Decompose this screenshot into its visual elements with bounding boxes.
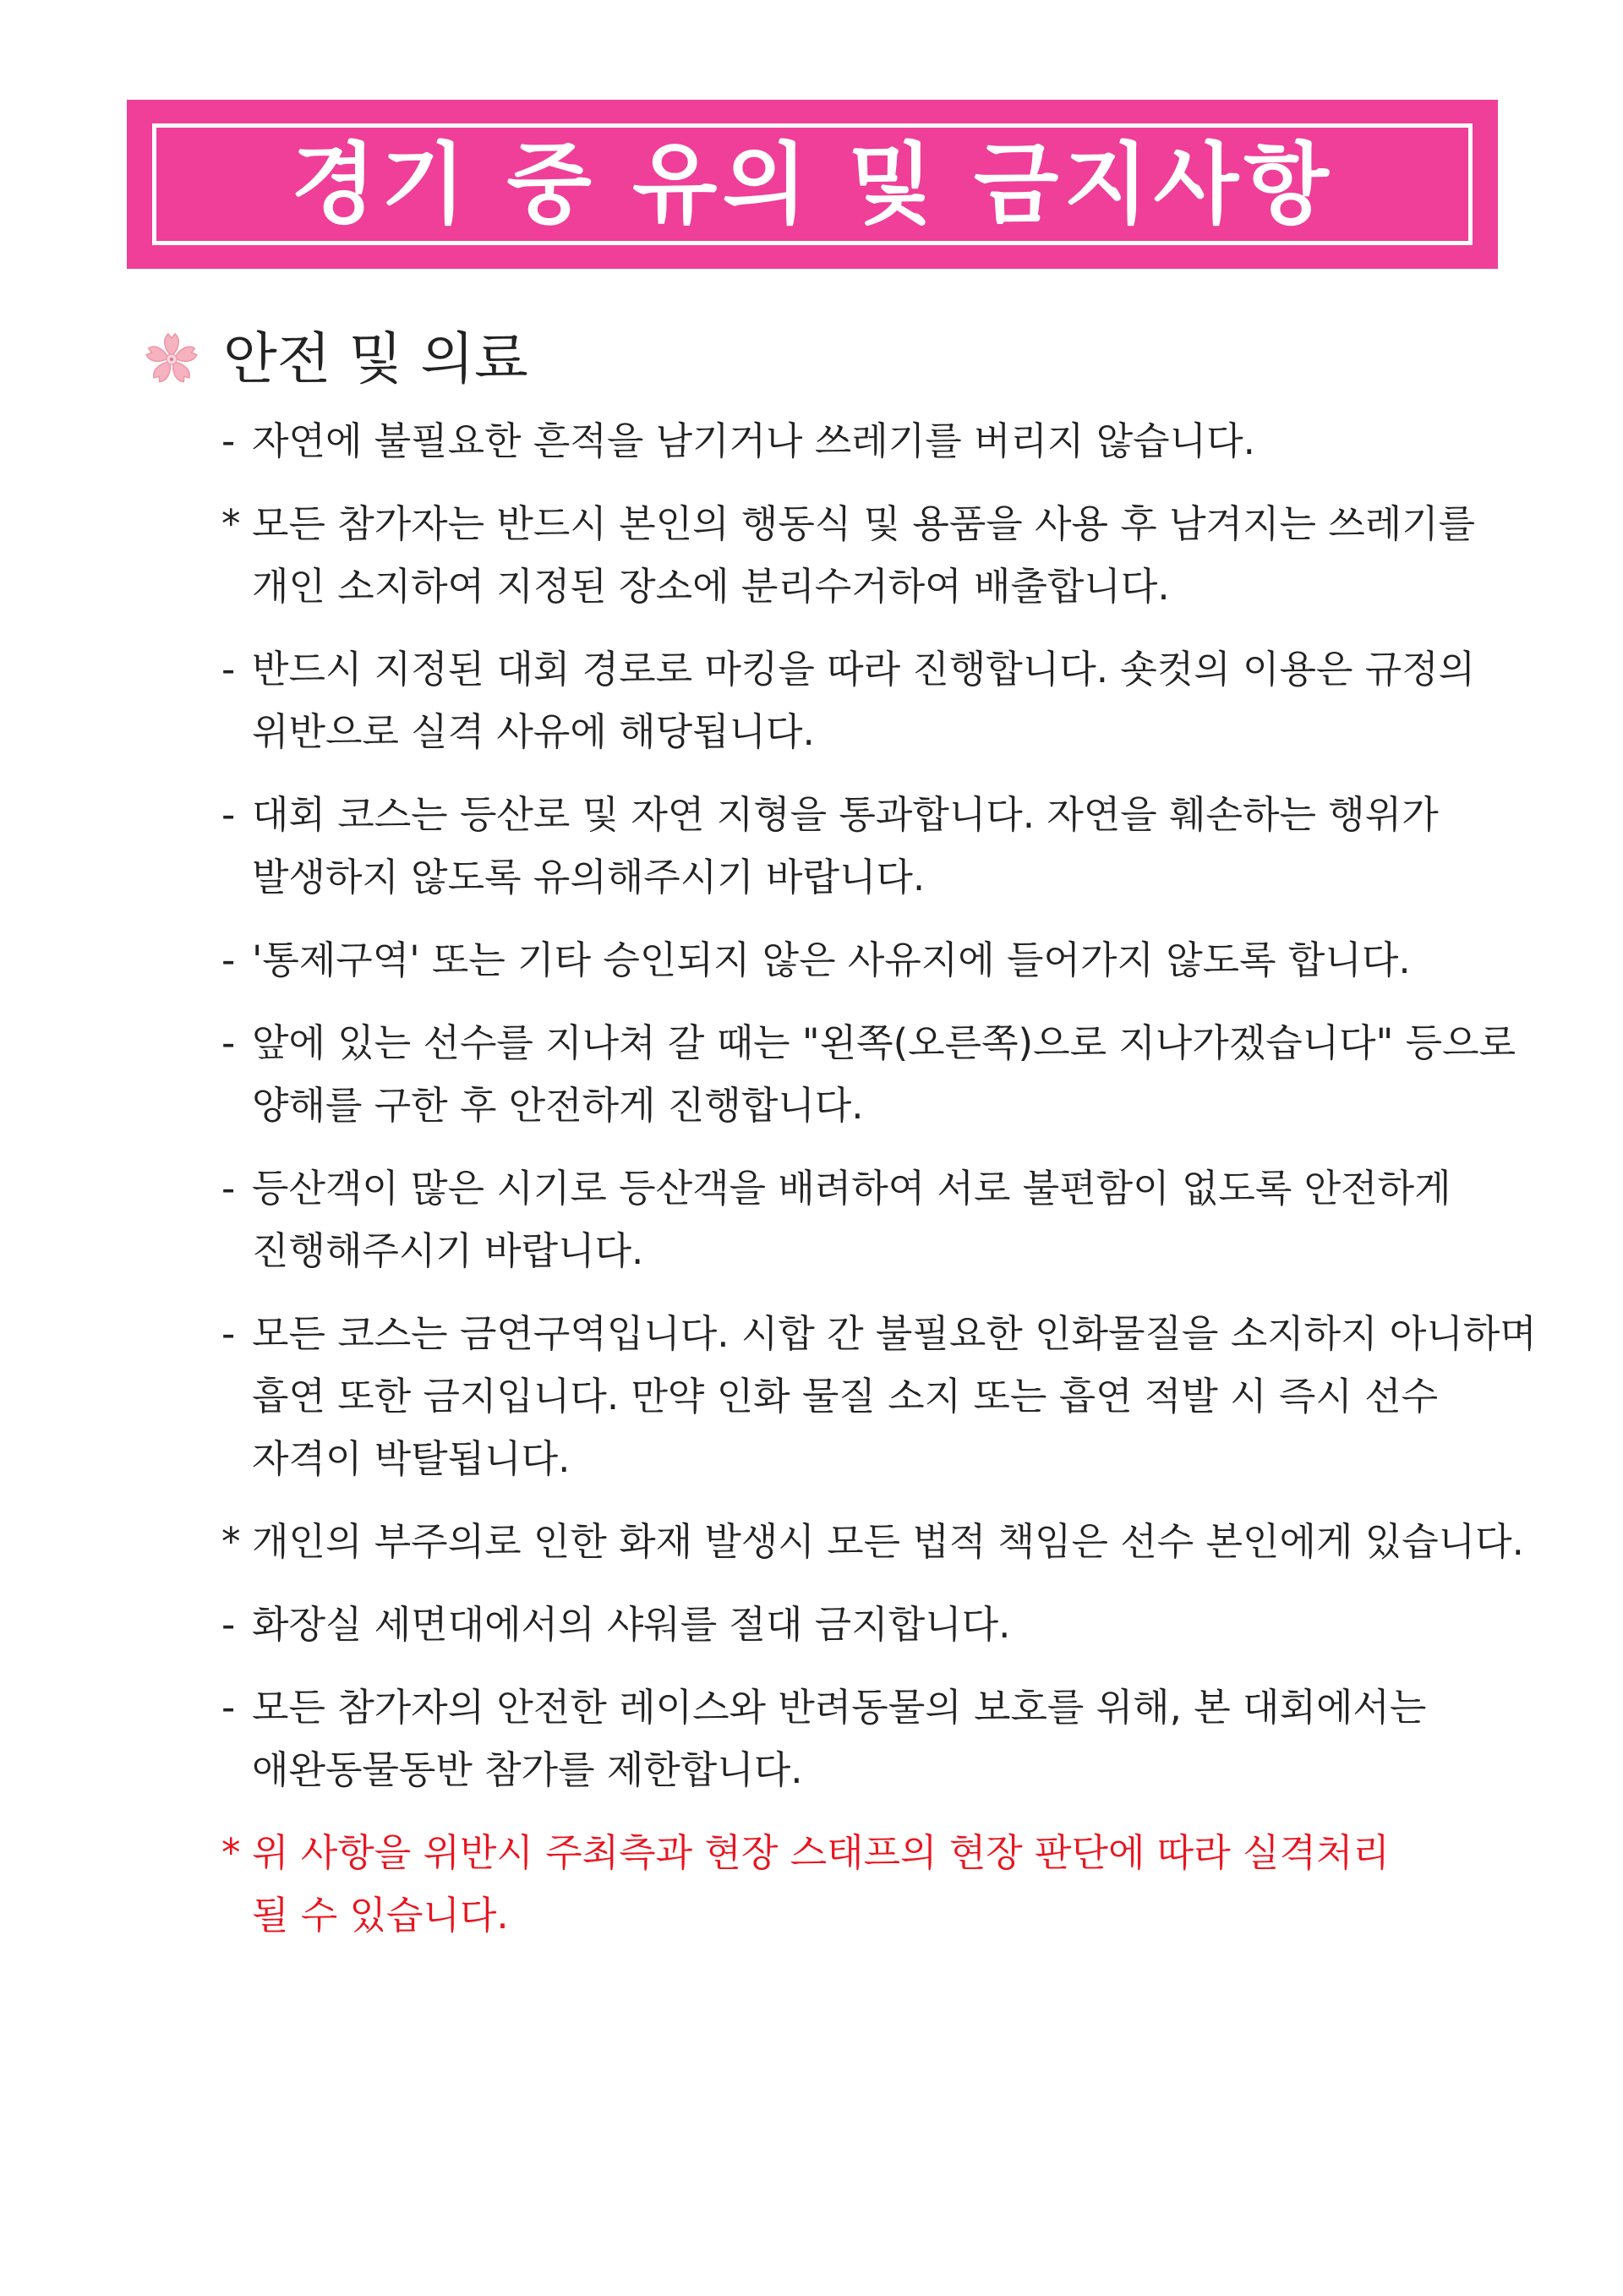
- warning-note: [221, 1822, 1608, 1947]
- title-banner: [127, 100, 1498, 269]
- cherry-blossom-icon: [144, 331, 199, 387]
- list-item: [221, 1594, 1608, 1656]
- bullet-marker: *: [221, 1830, 241, 1875]
- bullet-marker: -: [221, 1311, 236, 1356]
- item-text: [252, 1511, 1608, 1573]
- section-heading: [144, 317, 528, 402]
- item-line: 반드시 지정된 대회 경로로 마킹을 따라 진행합니다. 숏컷의 이용은 규정의: [252, 647, 1476, 692]
- item-line: 양해를 구한 후 안전하게 진행합니다.: [252, 1083, 864, 1128]
- item-line: 개인의 부주의로 인한 화재 발생시 모든 법적 책임은 선수 본인에게 있습니다.: [252, 1519, 1524, 1564]
- bullet-marker: *: [221, 1519, 241, 1564]
- rules-list: [221, 410, 1608, 1967]
- item-text: [252, 1303, 1608, 1490]
- item-text: [252, 410, 1608, 473]
- item-text: [252, 1676, 1608, 1801]
- bullet-marker: -: [221, 1685, 236, 1730]
- list-item: [221, 638, 1608, 763]
- list-item: [221, 1012, 1608, 1137]
- list-item: [221, 1511, 1608, 1573]
- item-line: 흡연 또한 금지입니다. 만약 인화 물질 소지 또는 흡연 적발 시 즉시 선수: [252, 1374, 1439, 1419]
- item-line: 등산객이 많은 시기로 등산객을 배려하여 서로 불편함이 없도록 안전하게: [252, 1166, 1451, 1211]
- bullet-marker: -: [221, 1020, 236, 1065]
- list-item: [221, 1157, 1608, 1282]
- item-line: 위반으로 실격 사유에 해당됩니다.: [252, 709, 815, 754]
- item-line: 앞에 있는 선수를 지나쳐 갈 때는 "왼쪽(오른쪽)으로 지나가겠습니다" 등으로: [252, 1020, 1516, 1065]
- item-line: 발생하지 않도록 유의해주시기 바랍니다.: [252, 855, 926, 899]
- bullet-marker: *: [221, 501, 241, 546]
- item-text: [252, 1822, 1608, 1947]
- bullet-marker: -: [221, 1166, 236, 1211]
- item-text: [252, 929, 1608, 992]
- page-title: 경기 중 유의 및 금지사항: [291, 133, 1334, 236]
- list-item: [221, 1303, 1608, 1490]
- item-line: 화장실 세면대에서의 샤워를 절대 금지합니다.: [252, 1602, 1011, 1647]
- list-item: [221, 1676, 1608, 1801]
- list-item: [221, 784, 1608, 909]
- item-line: 자연에 불필요한 흔적을 남기거나 쓰레기를 버리지 않습니다.: [252, 418, 1255, 463]
- item-line: 자격이 박탈됩니다.: [252, 1436, 571, 1481]
- item-line: 모든 참가자는 반드시 본인의 행동식 및 용품을 사용 후 남겨지는 쓰레기를: [252, 501, 1476, 546]
- bullet-marker: -: [221, 418, 236, 463]
- item-line: 대회 코스는 등산로 및 자연 지형을 통과합니다. 자연을 훼손하는 행위가: [252, 792, 1439, 837]
- bullet-marker: -: [221, 792, 236, 837]
- bullet-marker: -: [221, 647, 236, 692]
- title-banner-frame: [152, 123, 1473, 245]
- item-line: 될 수 있습니다.: [252, 1893, 509, 1938]
- bullet-marker: -: [221, 1602, 236, 1647]
- item-line: 진행해주시기 바랍니다.: [252, 1228, 644, 1273]
- item-text: [252, 638, 1608, 763]
- list-item: [221, 493, 1608, 618]
- list-item: [221, 410, 1608, 473]
- item-line: '통제구역' 또는 기타 승인되지 않은 사유지에 들어가지 않도록 합니다.: [252, 938, 1411, 982]
- item-line: 모든 코스는 금연구역입니다. 시합 간 불필요한 인화물질을 소지하지 아니하며: [252, 1311, 1537, 1356]
- item-line: 위 사항을 위반시 주최측과 현장 스태프의 현장 판단에 따라 실격처리: [252, 1830, 1390, 1875]
- item-text: [252, 784, 1608, 909]
- item-text: [252, 1594, 1608, 1656]
- item-line: 애완동물동반 참가를 제한합니다.: [252, 1747, 803, 1792]
- item-text: [252, 1012, 1608, 1137]
- item-line: 모든 참가자의 안전한 레이스와 반려동물의 보호를 위해, 본 대회에서는: [252, 1685, 1427, 1730]
- list-item: [221, 929, 1608, 992]
- bullet-marker: -: [221, 938, 236, 982]
- item-text: [252, 493, 1608, 618]
- section-title: 안전 및 의료: [223, 326, 528, 391]
- item-line: 개인 소지하여 지정된 장소에 분리수거하여 배출합니다.: [252, 564, 1170, 609]
- item-text: [252, 1157, 1608, 1282]
